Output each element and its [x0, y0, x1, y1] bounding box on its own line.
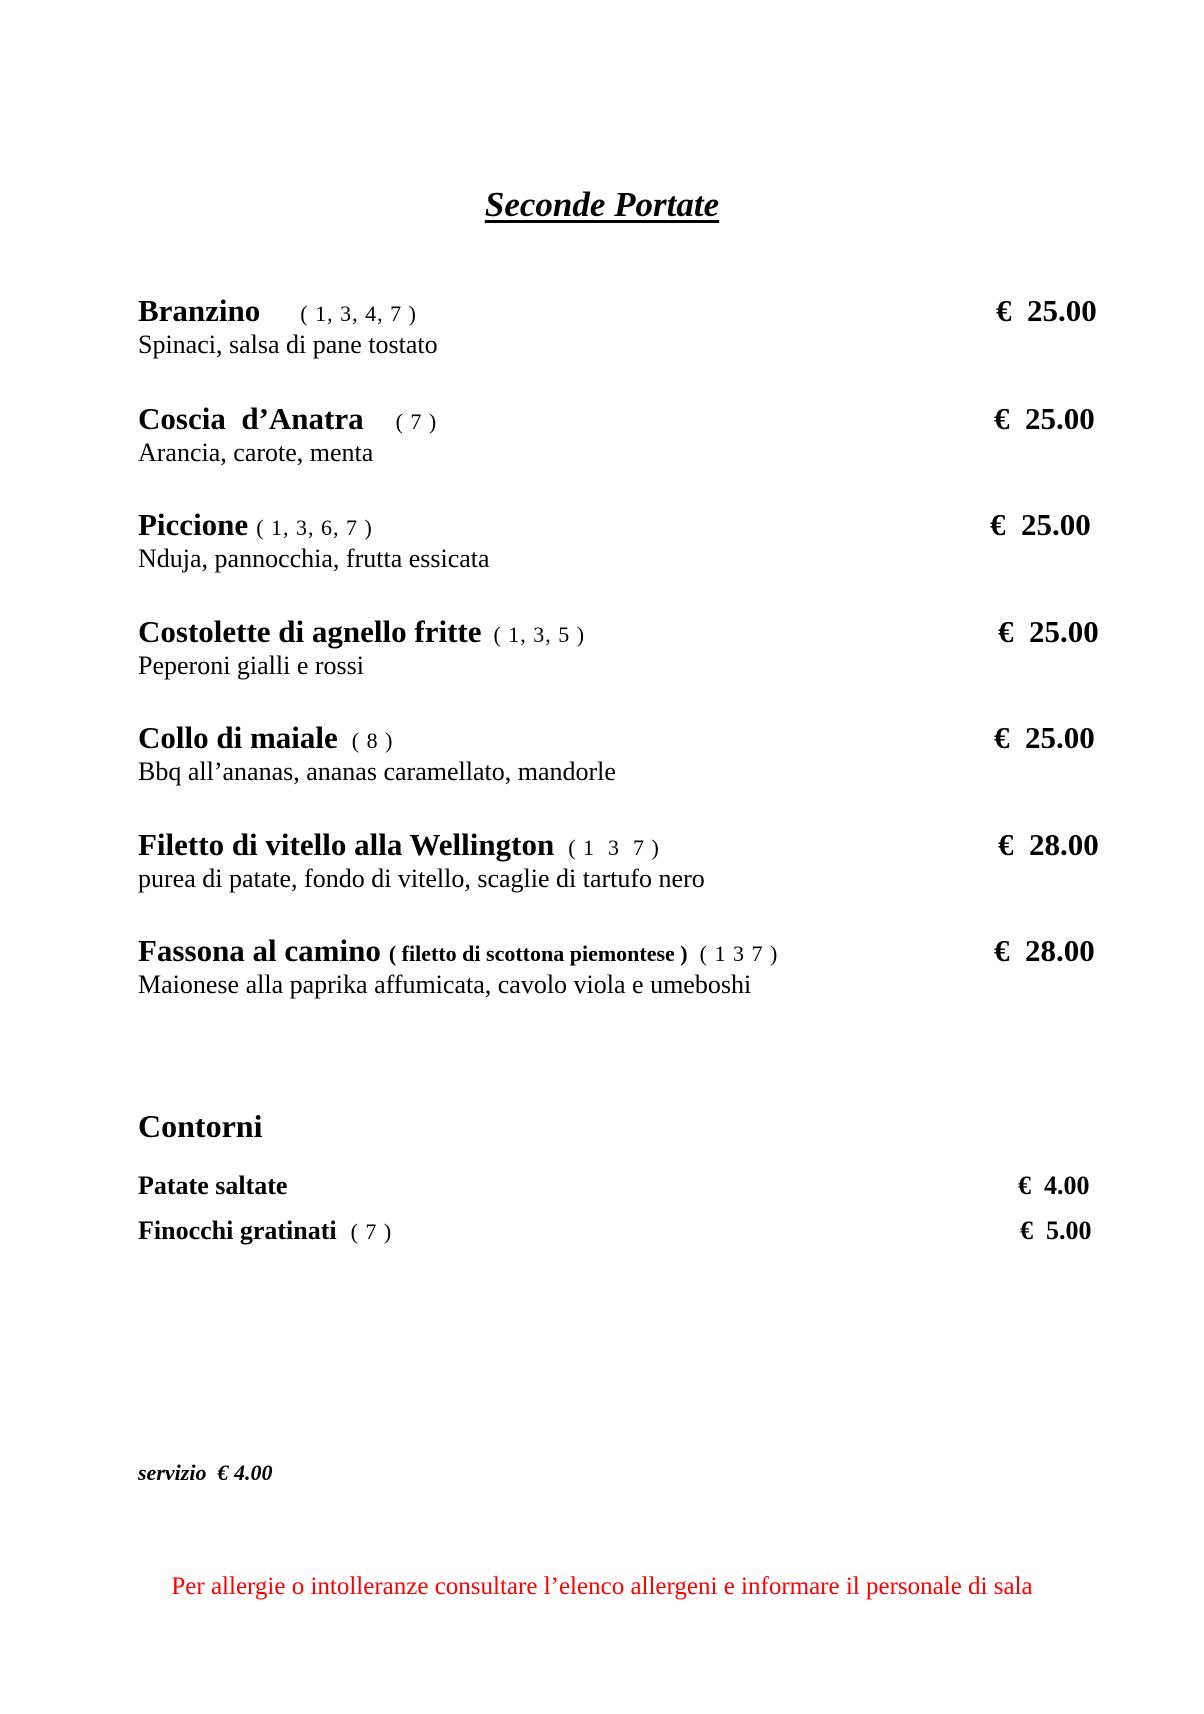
dish-price: € 25.00: [996, 293, 1097, 328]
side-price: € 4.00: [1018, 1171, 1090, 1200]
dish-description: Spinaci, salsa di pane tostato: [138, 330, 438, 359]
dish-description: Peperoni gialli e rossi: [138, 651, 365, 680]
dish-allergens: ( 1, 3, 4, 7 ): [300, 301, 417, 326]
dish-price: € 25.00: [990, 507, 1091, 542]
dish-description: Bbq all’ananas, ananas caramellato, mandorle: [138, 757, 616, 786]
side-name: Patate saltate: [138, 1171, 288, 1200]
dish-name: Coscia d’Anatra: [138, 401, 364, 436]
dish-description: Arancia, carote, menta: [138, 438, 374, 467]
dish-name-line: [138, 507, 373, 546]
dish-name-line: [138, 614, 585, 653]
side-allergens: ( 7 ): [350, 1219, 393, 1244]
dish-price: € 28.00: [994, 933, 1095, 968]
side-name: Finocchi gratinati: [138, 1216, 337, 1245]
dish-name-line: [138, 720, 393, 759]
side-name-line: [138, 1215, 392, 1248]
dish-price: € 25.00: [994, 720, 1095, 755]
dish-item: [138, 933, 1118, 1003]
dish-item: [138, 720, 1118, 790]
dish-name-line: [138, 401, 437, 440]
dish-allergens: ( 1, 3, 6, 7 ): [256, 515, 373, 540]
dish-note: ( filetto di scottona piemontese ): [388, 941, 688, 966]
dish-price: € 28.00: [998, 827, 1099, 862]
dish-name: Collo di maiale: [138, 720, 338, 755]
dish-item: [138, 401, 1118, 471]
allergy-notice: Per allergie o intolleranze consultare l’elenco allergeni e informare il personale di sala: [171, 1573, 1033, 1600]
dish-description: Maionese alla paprika affumicata, cavolo viola e umeboshi: [138, 970, 752, 999]
dish-price: € 25.00: [998, 614, 1099, 649]
side-item: [138, 1170, 1118, 1204]
dish-name: Costolette di agnello fritte: [138, 614, 482, 649]
side-price: € 5.00: [1020, 1216, 1092, 1245]
dish-name: Piccione: [138, 507, 249, 542]
dish-name-line: [138, 827, 660, 866]
dish-name: Fassona al camino: [138, 933, 381, 968]
side-item: [138, 1215, 1118, 1249]
dish-allergens: ( 7 ): [395, 409, 438, 434]
dish-item: [138, 827, 1118, 897]
dish-allergens: ( 8 ): [351, 728, 394, 753]
dish-name: Branzino: [138, 293, 261, 328]
dish-allergens: ( 1 3 7 ): [699, 941, 779, 966]
dish-item: [138, 614, 1118, 684]
service-charge: servizio € 4.00: [138, 1460, 273, 1485]
side-name-line: [138, 1170, 287, 1202]
dish-item: [138, 507, 1118, 577]
dish-description: Nduja, pannocchia, frutta essicata: [138, 544, 490, 573]
dish-allergens: ( 1 3 7 ): [568, 835, 660, 860]
dish-item: [138, 293, 1118, 363]
page-title: Seconde Portate: [484, 185, 720, 224]
dish-name-line: [138, 933, 778, 972]
dish-price: € 25.00: [994, 401, 1095, 436]
dish-name: Filetto di vitello alla Wellington: [138, 827, 555, 862]
dish-allergens: ( 1, 3, 5 ): [493, 622, 586, 647]
dish-description: purea di patate, fondo di vitello, scaglie di tartufo nero: [138, 864, 705, 893]
dish-name-line: [138, 293, 417, 332]
section-heading-contorni: Contorni: [138, 1108, 263, 1144]
